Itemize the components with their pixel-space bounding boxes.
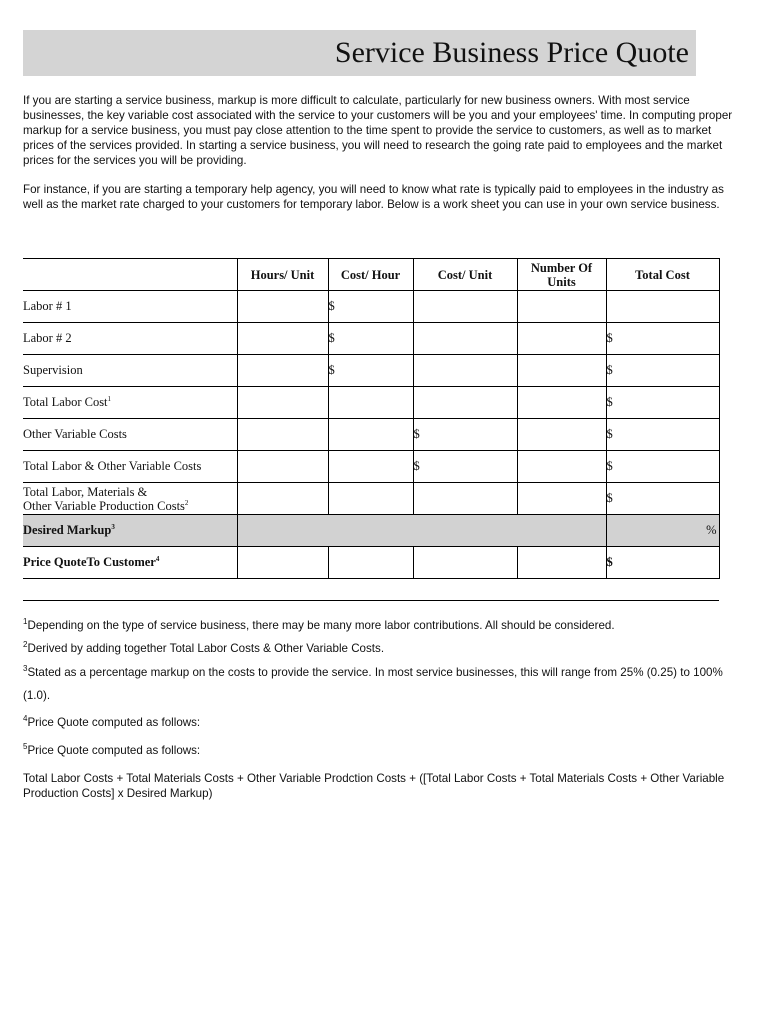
header-cell — [23, 259, 237, 291]
table-cell[interactable] — [517, 323, 606, 355]
table-row — [23, 451, 719, 483]
markup-value-cell[interactable]: % — [606, 515, 719, 547]
table-cell[interactable]: $ — [328, 291, 413, 323]
table-cell[interactable] — [237, 483, 328, 515]
table-cell[interactable] — [328, 547, 413, 579]
table-cell[interactable] — [237, 355, 328, 387]
table-cell[interactable]: $ — [413, 419, 517, 451]
header-cost-unit: Cost/ Unit — [413, 259, 517, 291]
footnote: $^1$Depending on the type of service business, there may be many more labor contributions. All should be considered. — [23, 617, 615, 632]
table-cell[interactable] — [237, 419, 328, 451]
header-number-of-units: Number Of Units — [517, 259, 606, 291]
row-label: Desired Markup$^3$ — [23, 515, 237, 547]
row-label: Labor # 2 — [23, 323, 237, 355]
table-cell[interactable] — [517, 387, 606, 419]
table-row — [23, 483, 719, 515]
table-cell[interactable] — [517, 547, 606, 579]
header-cost-hour: Cost/ Hour — [328, 259, 413, 291]
title-bar — [23, 30, 696, 76]
table-cell[interactable]: $ — [606, 451, 719, 483]
table-cell[interactable] — [517, 355, 606, 387]
desired-markup-row — [23, 515, 719, 547]
table-cell[interactable]: $ — [413, 451, 517, 483]
row-label: Price QuoteTo Customer$^4$ — [23, 547, 237, 579]
table-row — [23, 387, 719, 419]
row-label: Total Labor & Other Variable Costs — [23, 451, 237, 483]
table-row — [23, 323, 719, 355]
table-row — [23, 291, 719, 323]
footnote-divider — [23, 600, 719, 601]
price-quote-table — [23, 258, 720, 579]
table-cell[interactable] — [328, 419, 413, 451]
footnote: $^5$Price Quote computed as follows: — [23, 742, 201, 757]
table-cell[interactable] — [328, 483, 413, 515]
table-cell[interactable] — [237, 323, 328, 355]
footnote: $^2$Derived by adding together Total Labor Costs & Other Variable Costs. — [23, 640, 385, 655]
table-cell[interactable] — [237, 547, 328, 579]
table-cell[interactable]: $ — [328, 355, 413, 387]
intro-paragraph: For instance, if you are starting a temporary help agency, you will need to know what rate is typically paid to employees in the industry as well as the market rate charged to your customers for temporary labor. Below is a work sheet you can use in your own service business. — [23, 183, 724, 211]
table-cell[interactable]: $ — [606, 355, 719, 387]
row-label: Supervision — [23, 355, 237, 387]
table-cell[interactable] — [328, 451, 413, 483]
row-label: Other Variable Costs — [23, 419, 237, 451]
price-quote-row — [23, 547, 719, 579]
table-cell[interactable] — [517, 291, 606, 323]
table-cell[interactable] — [517, 483, 606, 515]
table-cell[interactable] — [413, 291, 517, 323]
header-hours-unit: Hours/ Unit — [237, 259, 328, 291]
table-cell[interactable] — [517, 451, 606, 483]
table-cell[interactable] — [237, 387, 328, 419]
table-cell[interactable] — [413, 355, 517, 387]
page-title: Service Business Price Quote — [334, 36, 689, 69]
table-row — [23, 419, 719, 451]
table-cell[interactable]: $ — [606, 387, 719, 419]
row-label: Total Labor Cost$^1$ — [23, 387, 237, 419]
table-cell[interactable] — [413, 387, 517, 419]
header-total-cost: Total Cost — [606, 259, 719, 291]
price-value-cell[interactable]: $ — [606, 547, 719, 579]
table-cell[interactable] — [328, 387, 413, 419]
table-cell[interactable] — [237, 291, 328, 323]
table-cell[interactable] — [606, 291, 719, 323]
table-cell[interactable] — [413, 547, 517, 579]
table-cell[interactable]: $ — [606, 419, 719, 451]
table-cell[interactable] — [237, 451, 328, 483]
footnote: $^3$Stated as a percentage markup on the costs to provide the service. In most service businesses, this will range from 25% (0.25) to 100% (1.0). — [23, 664, 723, 702]
footnote: $^4$Price Quote computed as follows: — [23, 714, 201, 729]
table-cell[interactable] — [517, 419, 606, 451]
table-cell[interactable] — [413, 483, 517, 515]
markup-shaded-cell — [237, 515, 606, 547]
row-label: Total Labor, Materials & Other Variable Production Costs$^2$ — [23, 483, 237, 515]
table-cell[interactable]: $ — [328, 323, 413, 355]
table-header-row — [23, 259, 719, 291]
intro-paragraph: If you are starting a service business, markup is more difficult to calculate, particularly for new business owners. With most service businesses, the key variable cost associated with the service to your customers will be you and your employees' time. In computing proper markup for a service business, you must pay close attention to the time spent to provide the service to customers, as well as to market prices of the services provided. In starting a service business, you will need to research the going rate paid to employees and the market prices for the services you will be providing. — [23, 94, 733, 167]
table-row — [23, 355, 719, 387]
table-cell[interactable]: $ — [606, 483, 719, 515]
row-label: Labor # 1 — [23, 291, 237, 323]
formula-text: Total Labor Costs + Total Materials Costs + Other Variable Prodction Costs + ([Total Labor Costs + Total Materials Costs + Other Variable Production Costs] x Desired Markup) — [23, 772, 725, 800]
table-cell[interactable] — [413, 323, 517, 355]
table-cell[interactable]: $ — [606, 323, 719, 355]
